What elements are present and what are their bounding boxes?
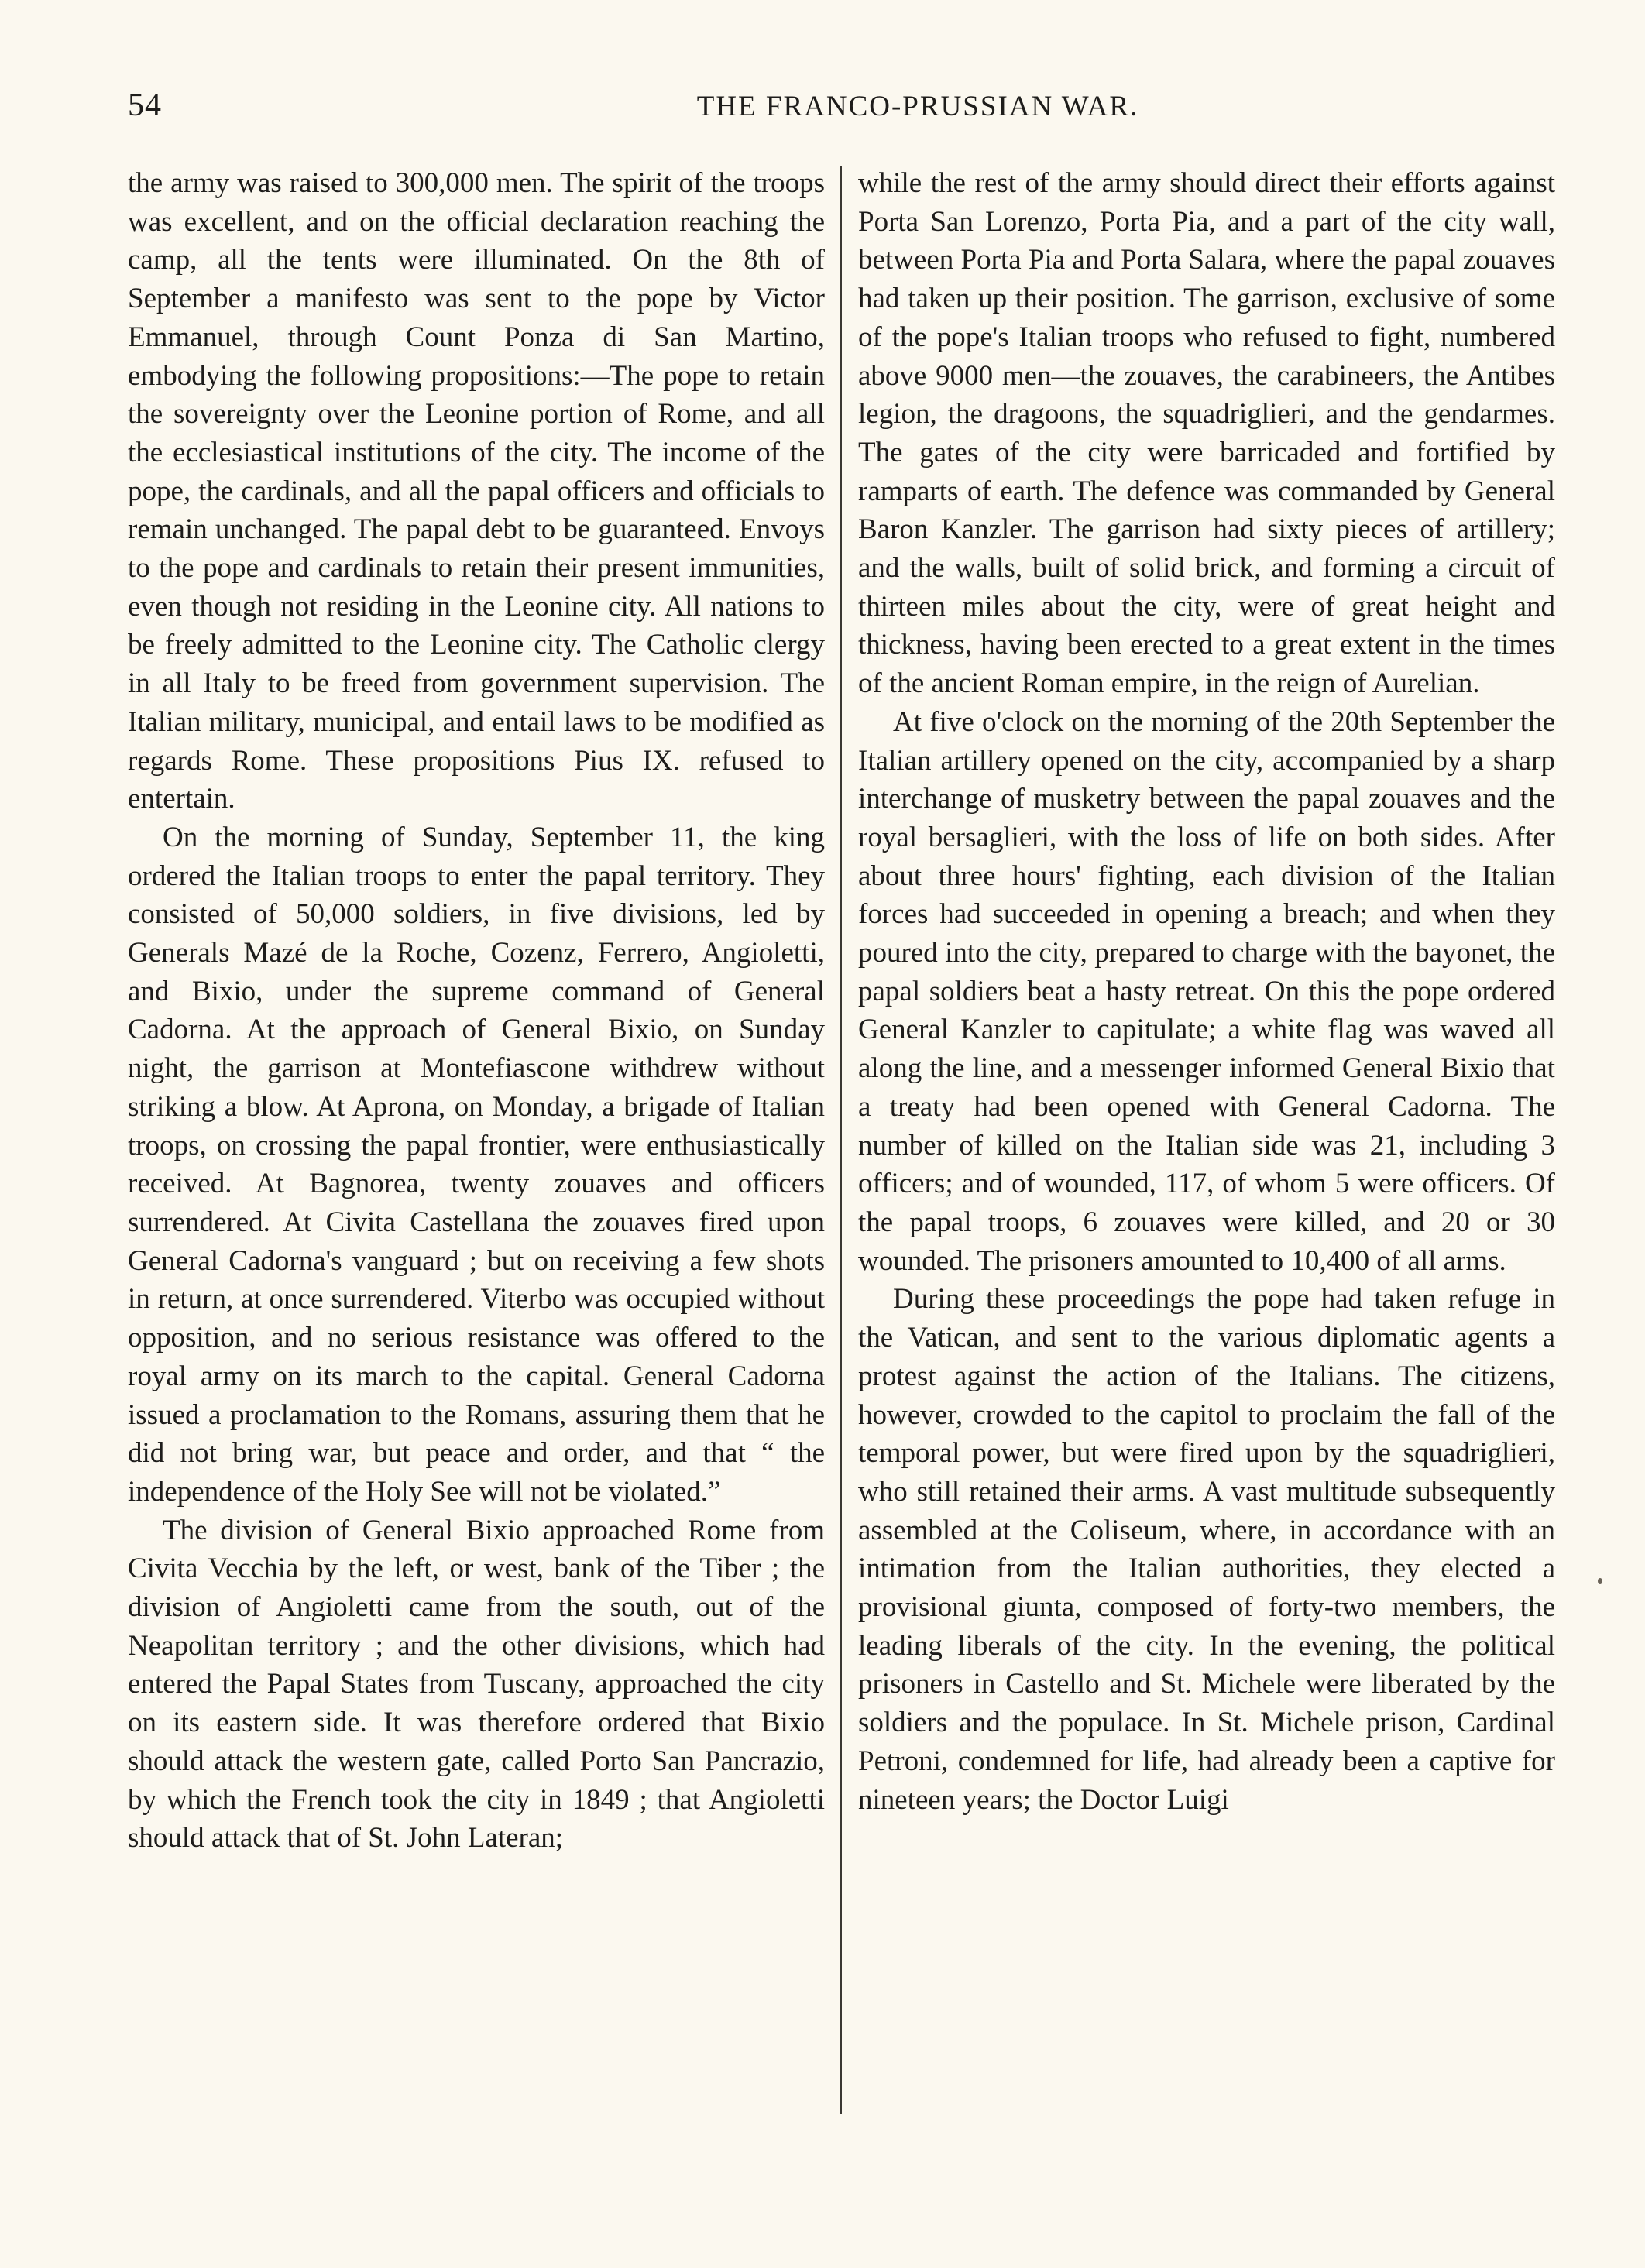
paragraph: During these proceedings the pope had taken refuge in the Vatican, and sent to the various diplomatic agents a protest against the action of the Italians. The citizens, however, crowded to the capitol to proclaim the fall of the temporal power, but were fired upon by the squadriglieri, who still retained their arms. A vast multitude subsequently assembled at the Coliseum, where, in accordance with an intimation from the Italian authorities, they elected a provisional giunta, composed of forty-two members, the leading liberals of the city. In the evening, the political prisoners in Castello and St. Michele were liberated by the soldiers and the populace. In St. Michele prison, Cardinal Petroni, condemned for life, had already been a captive for nineteen years; the Doctor Luigi	[858, 1283, 1555, 1816]
paragraph: On the morning of Sunday, September 11, the king ordered the Italian troops to enter the papal territory. They consisted of 50,000 soldiers, in five divisions, led by Generals Mazé de la Roche, Cozenz, Ferrero, Angioletti, and Bixio, under the supreme command of General Cadorna. At the approach of General Bixio, on Sunday night, the garrison at Montefiascone withdrew without striking a blow. At Aprona, on Monday, a brigade of Italian troops, on crossing the papal frontier, were enthusiastically received. At Bagnorea, twenty zouaves and officers surrendered. At Civita Castellana the zouaves fired upon General Cadorna's vanguard ; but on receiving a few shots in return, at once surrendered. Viterbo was occupied without opposition, and no serious resistance was offered to the royal army on its march to the capital. General Cadorna issued a proclamation to the Romans, assuring them that he did not bring war, but peace and order, and that “ the independence of the Holy See will not be violated.”	[128, 821, 825, 1508]
left-column	[128, 164, 825, 1858]
right-column	[858, 164, 1555, 1819]
column-divider	[840, 166, 842, 2114]
paragraph: the army was raised to 300,000 men. The spirit of the troops was excellent, and on the official declaration reaching the camp, all the tents were illuminated. On the 8th of September a manifesto was sent to the pope by Victor Emmanuel, through Count Ponza di San Martino, embodying the following propositions:—The pope to retain the sovereignty over the Leonine portion of Rome, and all the ecclesiastical institutions of the city. The income of the pope, the cardinals, and all the papal officers and officials to remain unchanged. The papal debt to be guaranteed. Envoys to the pope and cardinals to retain their present immunities, even though not residing in the Leonine city. All nations to be freely admitted to the Leonine city. The Catholic clergy in all Italy to be freed from government supervision. The Italian military, municipal, and entail laws to be modified as regards Rome. These propositions Pius IX. refused to entertain.	[128, 167, 825, 815]
page-number: 54	[128, 87, 162, 123]
paragraph: The division of General Bixio approached Rome from Civita Vecchia by the left, or west, bank of the Tiber ; the division of Angioletti came from the south, out of the Neapolitan territory ; and the other divisions, which had entered the Papal States from Tuscany, approached the city on its eastern side. It was therefore ordered that Bixio should attack the western gate, called Porto San Pancrazio, by which the French took the city in 1849 ; that Angioletti should attack that of St. John Lateran;	[128, 1514, 825, 1855]
running-title: THE FRANCO-PRUSSIAN WAR.	[696, 91, 1139, 122]
paragraph: At five o'clock on the morning of the 20th September the Italian artillery opened on the city, accompanied by a sharp interchange of musketry between the papal zouaves and the royal bersaglieri, with the loss of life on both sides. After about three hours' fighting, each division of the Italian forces had succeeded in opening a breach; and when they poured into the city, prepared to charge with the bayonet, the papal soldiers beat a hasty retreat. On this the pope ordered General Kanzler to capitulate; a white flag was waved all along the line, and a messenger informed General Bixio that a treaty had been opened with General Cadorna. The number of killed on the Italian side was 21, including 3 officers; and of wounded, 117, of whom 5 were officers. Of the papal troops, 6 zouaves were killed, and 20 or 30 wounded. The prisoners amounted to 10,400 of all arms.	[858, 705, 1555, 1277]
ink-speck	[1598, 1578, 1602, 1584]
page-header	[128, 87, 1553, 133]
paragraph: while the rest of the army should direct their efforts against Porta San Lorenzo, Porta Pia, and a part of the city wall, between Porta Pia and Porta Salara, where the papal zouaves had taken up their position. The garrison, exclusive of some of the pope's Italian troops who refused to fight, numbered above 9000 men—the zouaves, the carabineers, the Antibes legion, the dragoons, the squadriglieri, and the gendarmes. The gates of the city were barricaded and fortified by ramparts of earth. The defence was commanded by General Baron Kanzler. The garrison had sixty pieces of artillery; and the walls, built of solid brick, and forming a circuit of thirteen miles about the city, were of great height and thickness, having been erected to a great extent in the times of the ancient Roman empire, in the reign of Aurelian.	[858, 167, 1555, 700]
